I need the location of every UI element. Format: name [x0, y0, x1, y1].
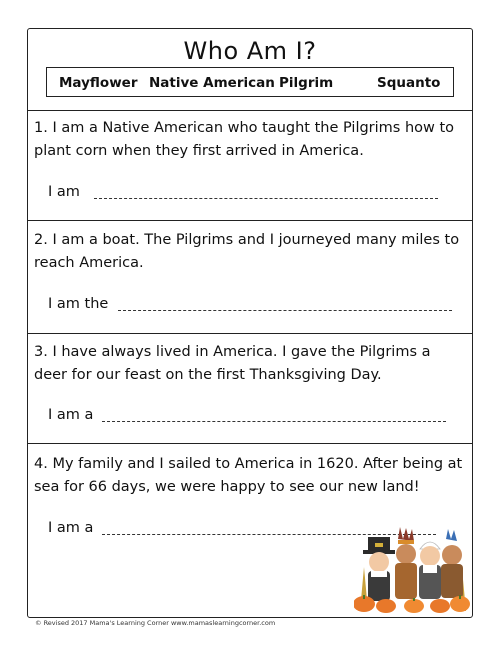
word-bank-native-american: Native American — [149, 75, 275, 91]
question-4: 4. My family and I sailed to America in 1620. After being at sea for 66 days, we were happy to see our new land! — [34, 456, 463, 495]
word-bank-squanto: Squanto — [377, 75, 441, 91]
copyright-footer: © Revised 2017 Mama's Learning Corner www.mamaslearningcorner.com — [35, 619, 276, 627]
question-2: 2. I am a boat. The Pilgrims and I journeyed many miles to reach America. — [34, 232, 460, 271]
divider — [27, 110, 473, 111]
divider — [27, 333, 473, 334]
question-1: 1. I am a Native American who taught the Pilgrims how to plant corn when they first arrived in America. — [34, 120, 455, 159]
word-bank-pilgrim: Pilgrim — [279, 75, 334, 91]
word-bank-mayflower: Mayflower — [59, 75, 138, 91]
answer-blank-2[interactable] — [118, 310, 452, 311]
answer-prompt-3: I am a — [48, 407, 94, 423]
word-bank — [46, 67, 454, 97]
answer-prompt-1: I am — [48, 184, 80, 200]
divider — [27, 220, 473, 221]
answer-prompt-4: I am a — [48, 520, 94, 536]
divider — [27, 443, 473, 444]
worksheet-title: Who Am I? — [183, 37, 317, 65]
answer-blank-1[interactable] — [94, 198, 438, 199]
answer-prompt-2: I am the — [48, 296, 109, 312]
thanksgiving-characters-clipart — [354, 527, 470, 613]
answer-blank-3[interactable] — [102, 421, 446, 422]
question-3: 3. I have always lived in America. I gave the Pilgrims a deer for our feast on the first Thanksgiving Day. — [34, 344, 431, 383]
